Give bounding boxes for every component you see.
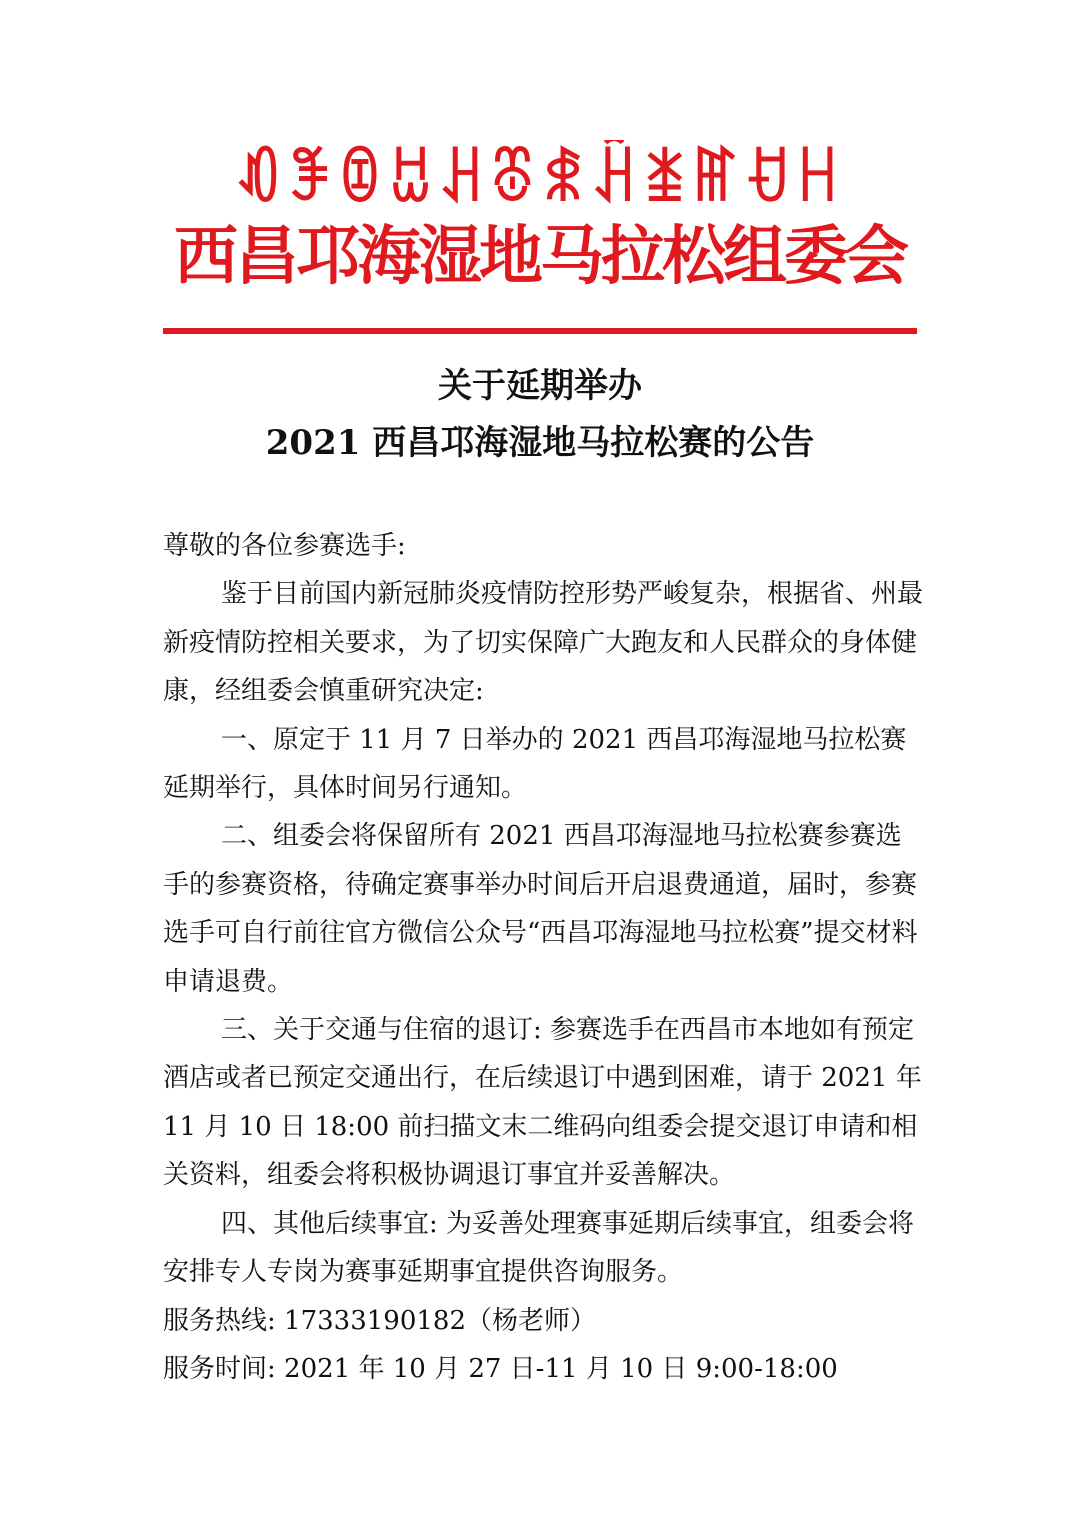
notice-body bbox=[163, 522, 923, 1393]
service-time: 服务时间: 2021 年 10 月 27 日-11 月 10 日 9:00-18:00 bbox=[163, 1353, 838, 1384]
item-1-paragraph: 一、原定于 11 月 7 日举办的 2021 西昌邛海湿地马拉松赛延期举行，具体时间另行通知。 bbox=[163, 724, 907, 804]
intro-paragraph: 鉴于目前国内新冠肺炎疫情防控形势严峻复杂，根据省、州最新疫情防控相关要求，为了切实保障广大跑友和人民群众的身体健康，经组委会慎重研究决定: bbox=[163, 579, 924, 707]
red-divider bbox=[163, 328, 917, 334]
item-2-paragraph: 二、组委会将保留所有 2021 西昌邛海湿地马拉松赛参赛选手的参赛资格，待确定赛事举办时间后开启退费通道，届时，参赛选手可自行前往官方微信公众号“西昌邛海湿地马拉松赛”提交材料申请退费。 bbox=[163, 821, 918, 997]
notice-title-line2: 2021 西昌邛海湿地马拉松赛的公告 bbox=[265, 423, 815, 463]
yi-script-org-name: ꀒꊈꀧꀠꃅꁨꍣꃄꁧꂵꀀꀿ bbox=[234, 145, 846, 215]
service-hotline: 服务热线: 17333190182（杨老师） bbox=[163, 1305, 596, 1336]
notice-title-line1: 关于延期举办 bbox=[438, 366, 642, 406]
salutation: 尊敬的各位参赛选手: bbox=[163, 531, 406, 561]
item-4-paragraph: 四、其他后续事宜: 为妥善处理赛事延期后续事宜，组委会将安排专人专岗为赛事延期事宜提供咨询服务。 bbox=[163, 1208, 915, 1288]
org-name-heading: 西昌邛海湿地马拉松组委会 bbox=[174, 219, 906, 294]
item-3-paragraph: 三、关于交通与住宿的退订: 参赛选手在西昌市本地如有预定酒店或者已预定交通出行，在后续退订中遇到困难，请于 2021 年 11 月 10 日 18:00 前扫描文末二维码向组委会提交退订申请和相关资料，组委会将积极协调退订事宜并妥善解决。 bbox=[163, 1015, 922, 1191]
